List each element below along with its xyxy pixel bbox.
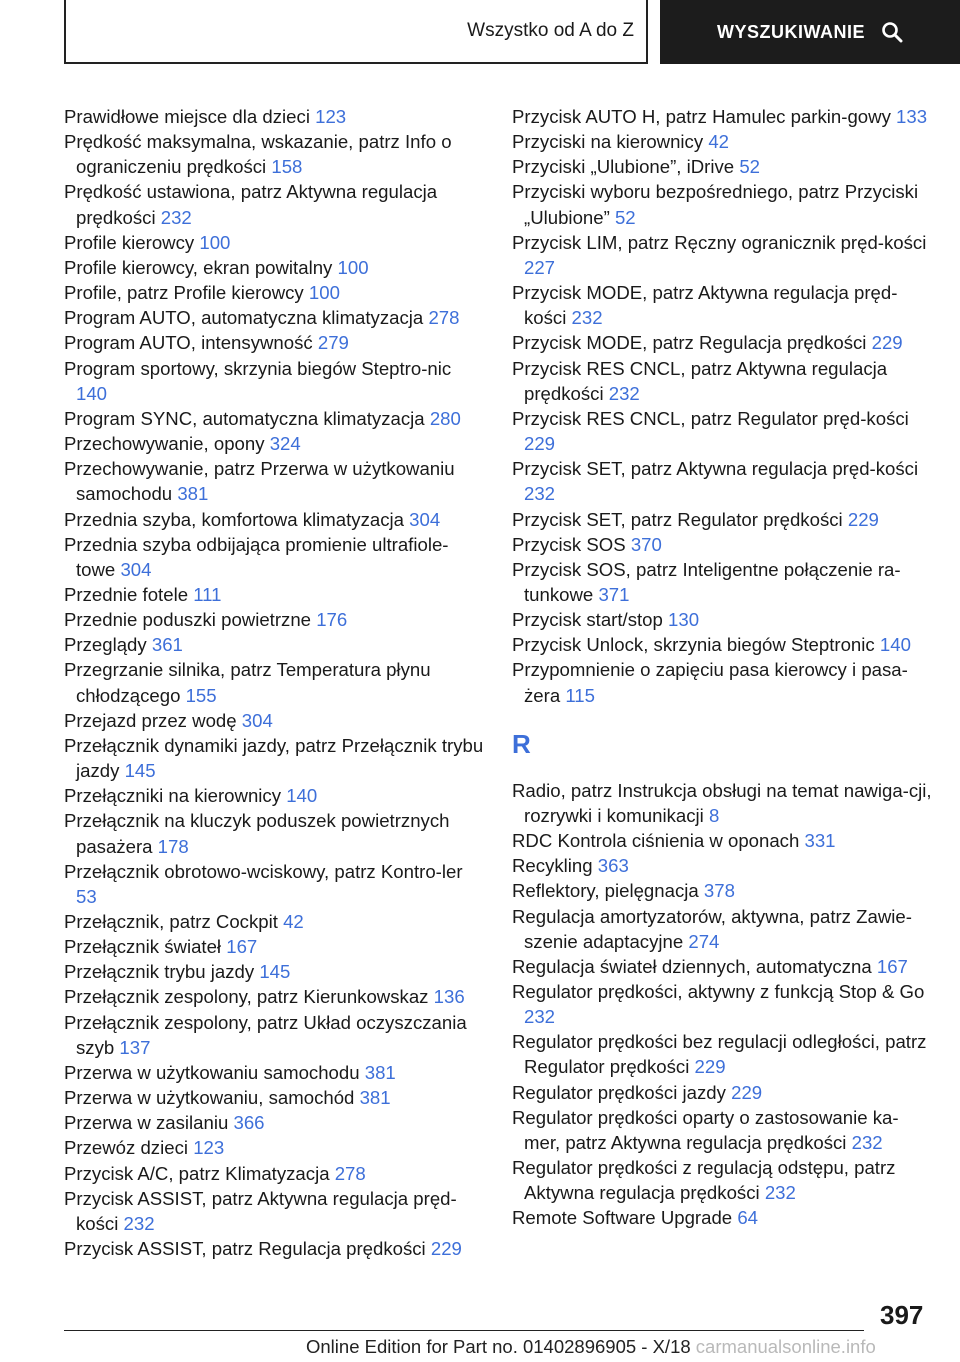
index-entry (512, 230, 932, 280)
index-entry (64, 909, 484, 934)
index-entry (64, 859, 484, 909)
page-link[interactable]: 123 (193, 1137, 225, 1159)
page-link[interactable]: 155 (185, 684, 217, 706)
page-link[interactable]: 229 (694, 1056, 726, 1078)
index-entry (512, 154, 932, 179)
search-tab[interactable] (660, 0, 960, 64)
nav-tab-index[interactable] (64, 0, 648, 64)
index-entry (64, 607, 484, 632)
index-entry-text: Przełącznik na kluczyk poduszek powietrznych pasażera (64, 810, 450, 857)
index-entry (64, 1186, 484, 1236)
index-entry-text: Przypomnienie o zapięciu pasa kierowcy i pasa‐żera (512, 659, 908, 706)
index-entry (64, 356, 484, 406)
index-entry-text: Przycisk MODE, patrz Aktywna regulacja pręd‐kości (512, 282, 898, 329)
index-entry-text: Przełącznik zespolony, patrz Kierunkowskaz (64, 986, 429, 1008)
index-entry-text: Przednie poduszki powietrzne (64, 609, 312, 631)
index-entry (64, 129, 484, 179)
index-entry-text: Przyciski na kierownicy (512, 131, 704, 153)
index-entry-text: Przegrzanie silnika, patrz Temperatura płynu chłodzącego (64, 659, 431, 706)
index-entry (64, 1236, 484, 1261)
page-link[interactable]: 133 (896, 106, 928, 127)
page-link[interactable]: 140 (286, 785, 318, 807)
index-entry-text: Przełącznik dynamiki jazdy, patrz Przełącznik trybu jazdy (64, 734, 484, 782)
index-entry (512, 532, 932, 557)
page-link[interactable]: 370 (630, 533, 662, 555)
index-column-right (512, 104, 932, 1231)
index-entry-text: Przycisk SOS (512, 533, 626, 555)
page-link[interactable]: 381 (177, 483, 209, 505)
index-entry-text: Regulator prędkości jazdy (512, 1081, 726, 1103)
index-entry-text: Przednie fotele (64, 583, 189, 605)
page-link[interactable]: 378 (703, 880, 735, 902)
index-entry-text: Recykling (512, 855, 593, 877)
index-entry-text: Prędkość maksymalna, wskazanie, patrz Info o ograniczeniu prędkości (64, 131, 452, 178)
index-entry (64, 984, 484, 1009)
page-link[interactable]: 229 (871, 332, 903, 354)
index-entry (64, 1135, 484, 1160)
index-entry (64, 532, 484, 582)
index-entry-text: Przycisk A/C, patrz Klimatyzacja (64, 1162, 330, 1184)
index-entry (64, 1085, 484, 1110)
index-entry-text: Radio, patrz Instrukcja obsługi na temat nawiga‐cji, rozrywki i komunikacji (512, 779, 932, 826)
page-link[interactable]: 381 (359, 1087, 391, 1109)
index-entry (64, 657, 484, 707)
page-link[interactable]: 229 (430, 1238, 462, 1260)
search-icon (881, 21, 903, 43)
index-entry-text: Remote Software Upgrade (512, 1207, 733, 1229)
page-link[interactable]: 304 (241, 709, 273, 731)
page-link[interactable]: 136 (433, 986, 465, 1008)
index-entry (512, 557, 932, 607)
index-entry (512, 954, 932, 979)
index-entry-text: Przechowywanie, opony (64, 433, 265, 455)
index-entry (64, 733, 484, 783)
page-link[interactable]: 64 (737, 1207, 758, 1229)
index-entry-text: Przełącznik, patrz Cockpit (64, 911, 278, 932)
index-entry (64, 255, 484, 280)
index-entry (64, 230, 484, 255)
index-entry (512, 1080, 932, 1105)
index-entry-text: Przechowywanie, patrz Przerwa w użytkowaniu samochodu (64, 458, 455, 505)
page-link[interactable]: 52 (739, 156, 760, 178)
index-entry-text: Program AUTO, intensywność (64, 332, 313, 354)
index-entry-text: Regulacja amortyzatorów, aktywna, patrz Zawie‐szenie adaptacyjne (512, 905, 912, 952)
page-link[interactable]: 229 (731, 1081, 763, 1103)
section-letter: R (512, 728, 531, 759)
page-link[interactable]: 140 (76, 382, 108, 404)
page-link[interactable]: 176 (316, 609, 348, 631)
index-entry-text: Przycisk start/stop (512, 609, 663, 631)
page-link[interactable]: 232 (160, 206, 192, 228)
page-link[interactable]: 361 (151, 634, 183, 656)
index-entry-text: Regulator prędkości bez regulacji odległości, patrz Regulator prędkości (512, 1031, 927, 1078)
index-entry-text: Przełącznik zespolony, patrz Układ oczyszczania szyb (64, 1011, 467, 1058)
index-entry (64, 934, 484, 959)
index-entry (512, 979, 932, 1029)
index-entry-text: Przycisk LIM, patrz Ręczny ogranicznik pręd‐kości (512, 231, 927, 253)
index-entry (512, 104, 932, 129)
index-entry-text: Przyciski „Ulubione”, iDrive (512, 156, 735, 178)
index-entry-text: Profile, patrz Profile kierowcy (64, 282, 304, 304)
index-entry (512, 778, 932, 828)
index-entry-text: Profile kierowcy, ekran powitalny (64, 256, 333, 278)
page-link[interactable]: 324 (269, 433, 301, 455)
index-entry-text: Przycisk Unlock, skrzynia biegów Steptronic (512, 634, 875, 656)
index-entry (512, 406, 932, 456)
index-entry (512, 632, 932, 657)
page-link[interactable]: 227 (524, 256, 556, 278)
page-link[interactable]: 232 (571, 307, 603, 329)
index-group-r (512, 778, 932, 1231)
index-entry (512, 330, 932, 355)
index-entry-text: Program SYNC, automatyczna klimatyzacja (64, 407, 425, 429)
index-entry (64, 507, 484, 532)
page-link[interactable]: 167 (226, 936, 258, 958)
page-link[interactable]: 371 (598, 583, 630, 605)
index-entry-text: Regulacja świateł dziennych, automatyczna (512, 955, 872, 977)
index-entry (512, 356, 932, 406)
page-link[interactable]: 42 (708, 131, 730, 153)
index-entry (64, 179, 484, 229)
page-link[interactable]: 158 (271, 156, 303, 178)
index-entry-text: Przewóz dzieci (64, 1137, 189, 1159)
index-entry (64, 330, 484, 355)
index-entry-text: Przełączniki na kierownicy (64, 785, 282, 807)
index-entry-text: Regulator prędkości oparty o zastosowanie ka‐mer, patrz Aktywna regulacja prędkości (512, 1106, 899, 1153)
page-link[interactable]: 145 (259, 961, 291, 983)
footer-divider (64, 1330, 864, 1331)
index-entry (64, 1161, 484, 1186)
index-entry-text: Przerwa w użytkowaniu samochodu (64, 1061, 360, 1083)
page-link[interactable]: 363 (597, 855, 629, 877)
page-link[interactable]: 123 (315, 106, 347, 127)
page-link[interactable]: 278 (334, 1162, 366, 1184)
index-entry-text: Przycisk SET, patrz Aktywna regulacja pręd‐kości (512, 458, 919, 480)
index-entry (512, 507, 932, 532)
index-entry (512, 456, 932, 506)
page-link[interactable]: 100 (199, 231, 231, 253)
index-entry (64, 708, 484, 733)
index-entry (64, 431, 484, 456)
page-link[interactable]: 178 (157, 835, 189, 857)
search-tab-label: WYSZUKIWANIE (717, 21, 865, 42)
footer (306, 1336, 876, 1358)
page-link[interactable]: 53 (76, 885, 97, 907)
index-entry-text: Reflektory, pielęgnacja (512, 880, 699, 902)
page-link[interactable]: 52 (614, 206, 636, 228)
index-entry-text: Profile kierowcy (64, 231, 195, 253)
index-entry-text: Program sportowy, skrzynia biegów Steptro‐nic (64, 357, 452, 379)
index-entry-text: Przełącznik trybu jazdy (64, 961, 255, 983)
index-entry (512, 129, 932, 154)
index-entry-text: Prędkość ustawiona, patrz Aktywna regulacja prędkości (64, 181, 438, 228)
page-link[interactable]: 130 (668, 609, 700, 631)
index-entry-text: Regulator prędkości, aktywny z funkcją Stop & Go (512, 981, 925, 1002)
index-entry (64, 808, 484, 858)
index-entry (64, 1110, 484, 1135)
index-entry-text: Przycisk ASSIST, patrz Aktywna regulacja pręd‐kości (64, 1187, 457, 1234)
index-entry-text: Przycisk RES CNCL, patrz Aktywna regulacja prędkości (512, 357, 888, 404)
index-entry-text: Prawidłowe miejsce dla dzieci (64, 106, 310, 127)
index-group-p (512, 104, 932, 708)
index-entry (512, 607, 932, 632)
page-link[interactable]: 232 (524, 483, 556, 505)
index-entry (512, 1029, 932, 1079)
index-entry-text: Przycisk ASSIST, patrz Regulacja prędkości (64, 1238, 426, 1260)
index-entry-text: Przerwa w użytkowaniu, samochód (64, 1087, 355, 1109)
page-link[interactable]: 280 (429, 407, 461, 429)
index-entry-text: RDC Kontrola ciśnienia w oponach (512, 830, 800, 852)
page-link[interactable]: 232 (608, 382, 640, 404)
page-link[interactable]: 229 (847, 508, 879, 530)
index-entry (64, 959, 484, 984)
index-entry-text: Przycisk SET, patrz Regulator prędkości (512, 508, 843, 530)
index-entry-text: Przerwa w zasilaniu (64, 1112, 229, 1134)
page-link[interactable]: 167 (876, 955, 908, 977)
index-entry (64, 1060, 484, 1085)
index-entry-text: Przycisk AUTO H, patrz Hamulec parkin‐gowy (512, 106, 891, 127)
index-entry-text: Przełącznik obrotowo-wciskowy, patrz Kontro‐ler (64, 860, 463, 882)
page-link[interactable]: 140 (879, 634, 911, 656)
index-entry-text: Przycisk SOS, patrz Inteligentne połączenie ra‐tunkowe (512, 558, 901, 605)
footer-watermark: carmanualsonline.info (695, 1336, 876, 1357)
index-entry (512, 904, 932, 954)
page-link[interactable]: 100 (308, 282, 340, 304)
index-entry (512, 1205, 932, 1230)
page-link[interactable]: 229 (524, 433, 556, 455)
page-link[interactable]: 232 (524, 1006, 556, 1028)
index-entry-text: Przełącznik świateł (64, 936, 222, 958)
page-link[interactable]: 331 (804, 830, 836, 852)
nav-tab-label: Wszystko od A do Z (467, 20, 634, 41)
index-entry (64, 406, 484, 431)
page-link[interactable]: 111 (193, 583, 222, 605)
index-entry (512, 878, 932, 903)
index-entry-text: Przeglądy (64, 634, 147, 656)
index-column-left (64, 104, 484, 1261)
page-link[interactable]: 366 (233, 1112, 265, 1134)
page-link[interactable]: 145 (124, 760, 156, 782)
index-entry (512, 828, 932, 853)
index-entry (64, 305, 484, 330)
page-link[interactable]: 8 (708, 804, 720, 826)
page-link[interactable]: 381 (364, 1061, 396, 1083)
page-link[interactable]: 279 (317, 332, 349, 354)
page-link[interactable]: 42 (283, 911, 304, 932)
index-entry-text: Przyciski wyboru bezpośredniego, patrz Przyciski „Ulubione” (512, 181, 919, 228)
page-link[interactable]: 304 (409, 508, 441, 530)
page-link[interactable]: 232 (123, 1212, 155, 1234)
index-entry (64, 456, 484, 506)
index-entry-text: Przednia szyba odbijająca promienie ultrafiole‐towe (64, 533, 449, 580)
page-link[interactable]: 232 (851, 1131, 883, 1153)
index-entry (64, 783, 484, 808)
index-entry (512, 1155, 932, 1205)
index-entry (64, 104, 484, 129)
index-entry (64, 1010, 484, 1060)
index-entry-text: Przycisk RES CNCL, patrz Regulator pręd‐kości (512, 407, 909, 429)
index-entry (512, 853, 932, 878)
index-entry (512, 280, 932, 330)
index-entry-text: Przednia szyba, komfortowa klimatyzacja (64, 508, 404, 530)
index-entry-text: Przycisk MODE, patrz Regulacja prędkości (512, 332, 867, 354)
index-entry-text: Regulator prędkości z regulacją odstępu, patrz Aktywna regulacja prędkości (512, 1157, 896, 1204)
page-link[interactable]: 278 (428, 307, 460, 329)
index-entry-text: Przejazd przez wodę (64, 709, 237, 731)
index-entry (512, 179, 932, 229)
footer-edition: Online Edition for Part no. 01402896905 - X/18 (306, 1336, 691, 1357)
page-link[interactable]: 304 (120, 558, 152, 580)
index-entry (64, 582, 484, 607)
page-number: 397 (880, 1300, 924, 1330)
index-entry-text: Program AUTO, automatyczna klimatyzacja (64, 307, 424, 329)
index-entry (64, 280, 484, 305)
page-link[interactable]: 274 (688, 930, 720, 952)
page-link[interactable]: 100 (337, 256, 369, 278)
page-link[interactable]: 232 (764, 1182, 796, 1204)
index-entry (512, 1105, 932, 1155)
page-link[interactable]: 115 (565, 684, 595, 706)
page-link[interactable]: 137 (119, 1036, 151, 1058)
index-entry (512, 657, 932, 707)
index-entry (64, 632, 484, 657)
